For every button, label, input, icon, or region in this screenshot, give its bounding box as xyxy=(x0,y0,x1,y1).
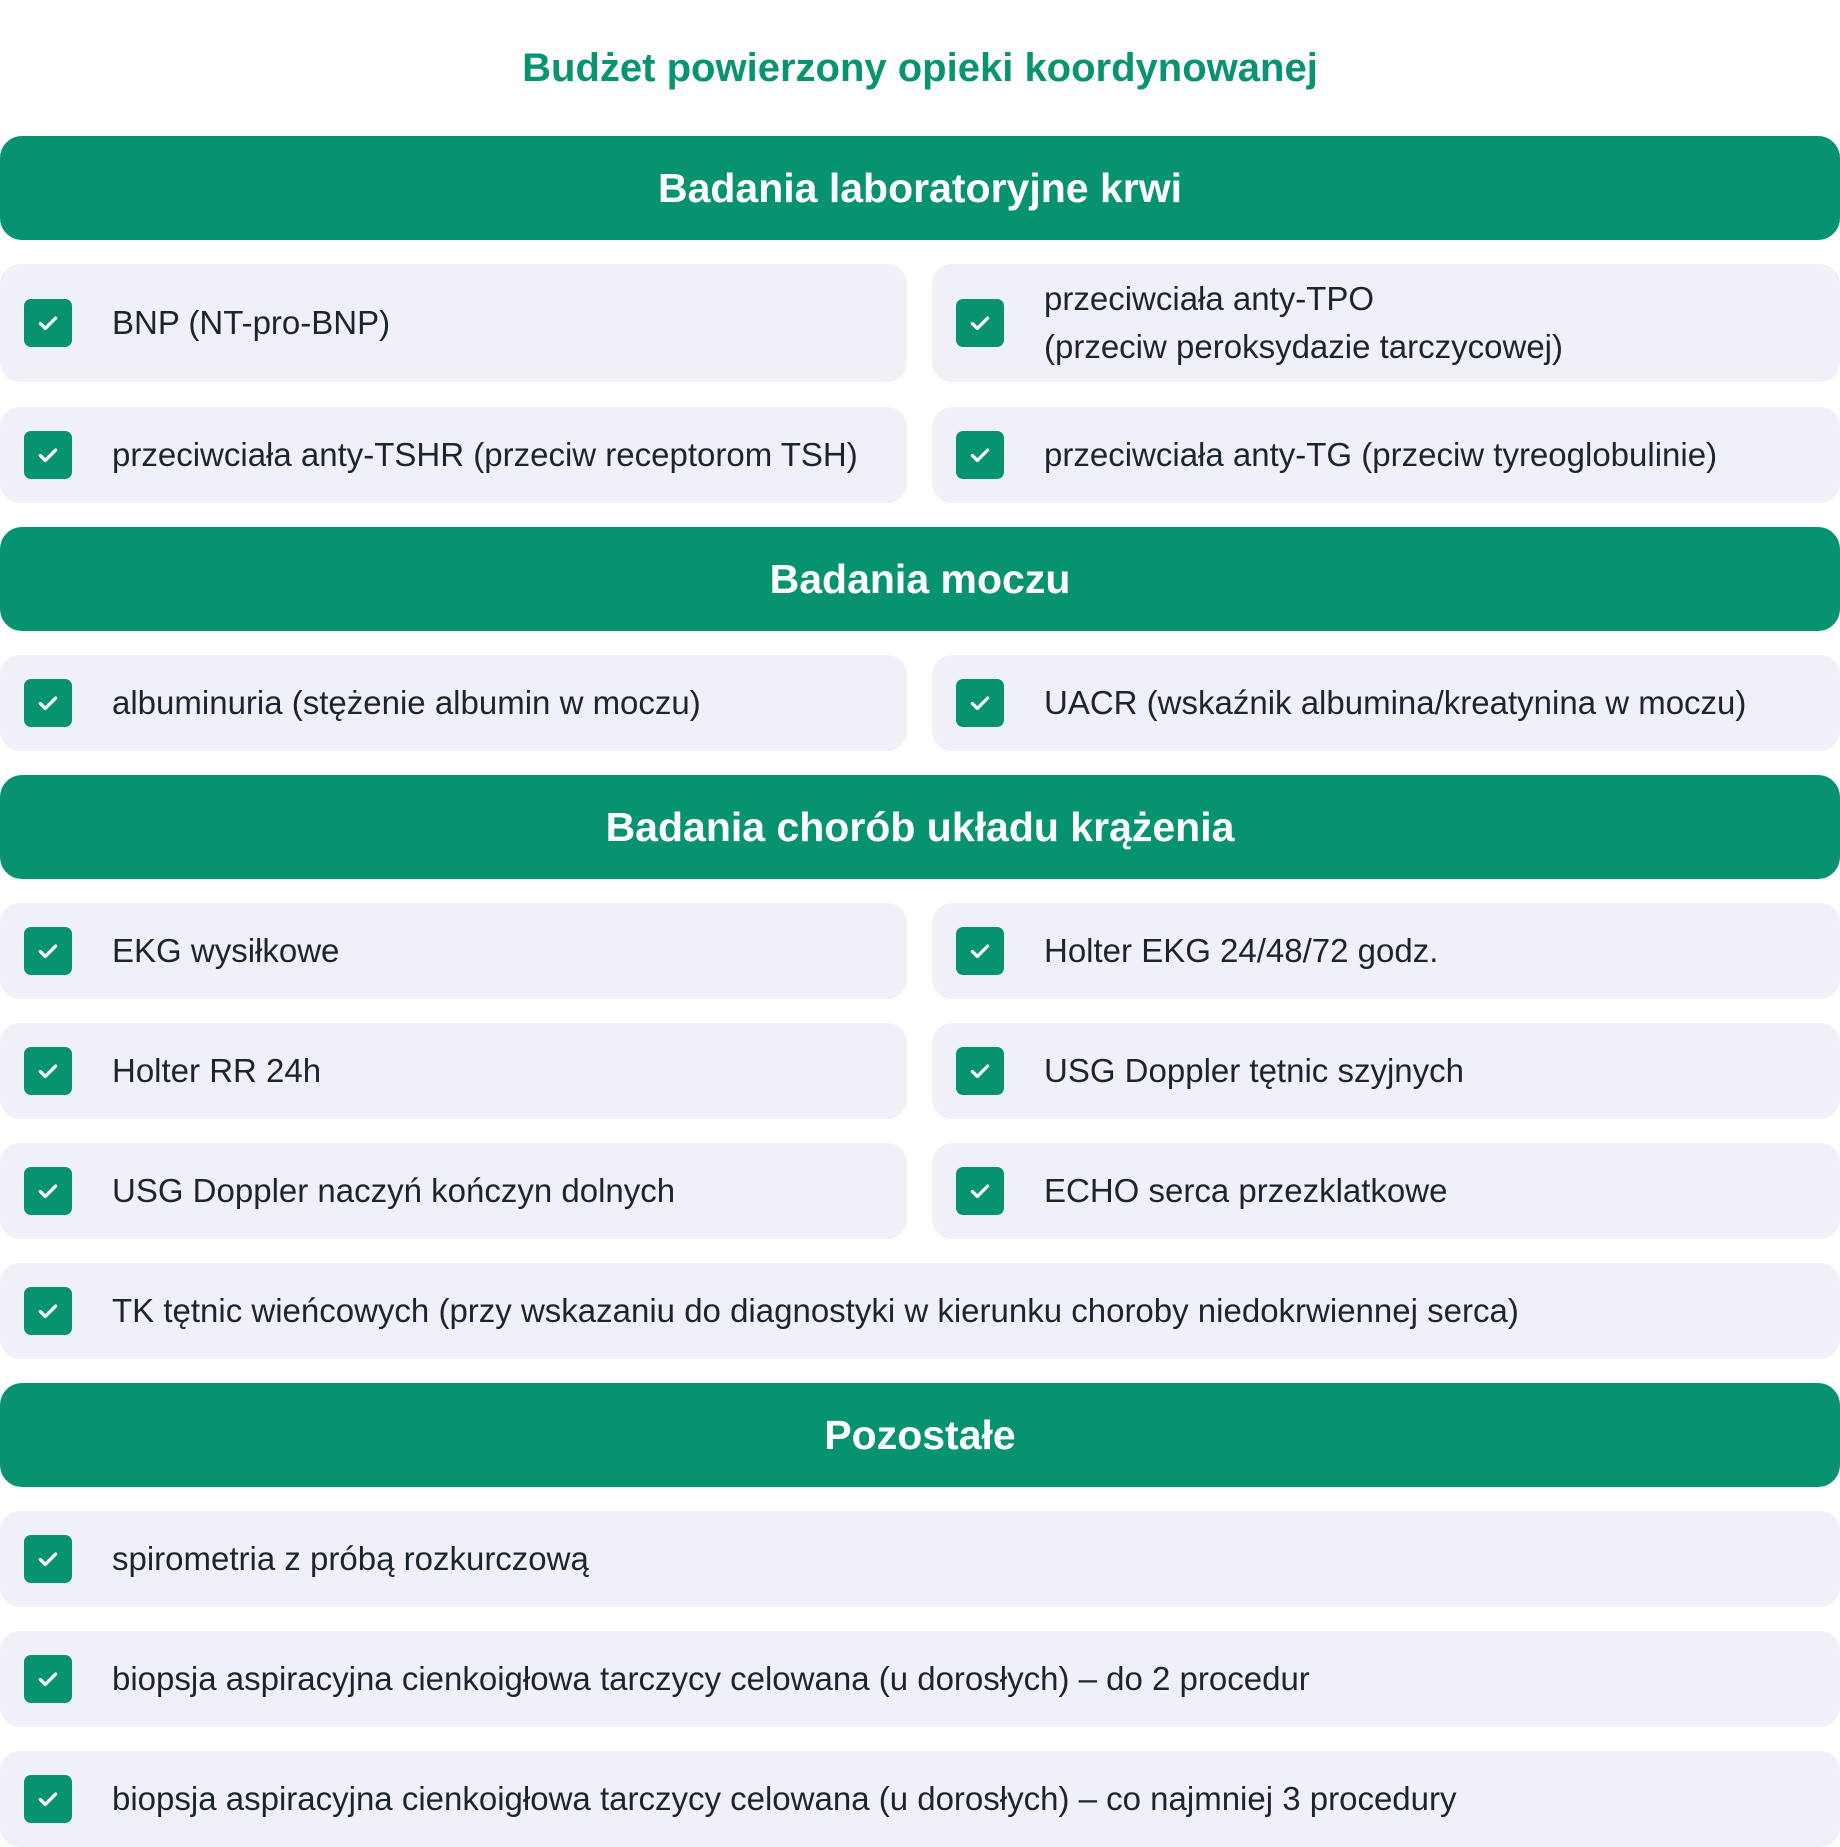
section-header-cardiovascular-tests: Badania chorób układu krążenia xyxy=(0,775,1840,879)
checklist-item xyxy=(0,1751,1840,1847)
check-icon xyxy=(956,927,1004,975)
check-icon xyxy=(24,679,72,727)
item-label: UACR (wskaźnik albumina/kreatynina w moczu) xyxy=(1044,684,1747,721)
item-label: biopsja aspiracyjna cienkoigłowa tarczycy celowana (u dorosłych) – do 2 procedur xyxy=(112,1660,1310,1697)
item-label: USG Doppler tętnic szyjnych xyxy=(1044,1052,1464,1089)
check-icon xyxy=(24,1287,72,1335)
checklist-item xyxy=(932,655,1840,751)
checklist-item xyxy=(932,264,1840,382)
check-icon xyxy=(24,1775,72,1823)
item-label-line: (przeciw peroksydazie tarczycowej) xyxy=(1044,328,1563,365)
check-icon xyxy=(956,431,1004,479)
checklist-item xyxy=(0,655,907,751)
item-label: BNP (NT-pro-BNP) xyxy=(112,304,391,341)
check-icon xyxy=(24,431,72,479)
item-label: spirometria z próbą rozkurczową xyxy=(112,1540,589,1577)
checklist-item xyxy=(0,264,907,382)
item-label xyxy=(1044,275,1824,371)
item-label: Holter RR 24h xyxy=(112,1052,322,1089)
item-label-line: przeciwciała anty-TPO xyxy=(1044,280,1375,317)
check-icon xyxy=(956,679,1004,727)
check-icon xyxy=(24,927,72,975)
item-label: Holter EKG 24/48/72 godz. xyxy=(1044,932,1439,969)
section-header-other: Pozostałe xyxy=(0,1383,1840,1487)
checklist-item xyxy=(0,1023,907,1119)
page-title: Budżet powierzony opieki koordynowanej xyxy=(522,46,1318,90)
item-label: przeciwciała anty-TG (przeciw tyreoglobulinie) xyxy=(1044,436,1718,473)
checklist-item xyxy=(0,407,907,503)
checklist-item xyxy=(932,1023,1840,1119)
item-label: ECHO serca przezklatkowe xyxy=(1044,1172,1448,1209)
check-icon xyxy=(24,1535,72,1583)
checklist-item xyxy=(0,1143,907,1239)
checklist-item xyxy=(932,407,1840,503)
check-icon xyxy=(24,1655,72,1703)
section-header-blood-tests: Badania laboratoryjne krwi xyxy=(0,136,1840,240)
checklist-item xyxy=(0,1511,1840,1607)
checklist-item xyxy=(0,1263,1840,1359)
check-icon xyxy=(24,1047,72,1095)
check-icon xyxy=(956,299,1004,347)
item-label: biopsja aspiracyjna cienkoigłowa tarczycy celowana (u dorosłych) – co najmniej 3 procedury xyxy=(112,1780,1457,1817)
section-header-urine-tests: Badania moczu xyxy=(0,527,1840,631)
check-icon xyxy=(956,1167,1004,1215)
check-icon xyxy=(24,1167,72,1215)
item-label: EKG wysiłkowe xyxy=(112,932,340,969)
item-label: USG Doppler naczyń kończyn dolnych xyxy=(112,1172,676,1209)
checklist-item xyxy=(932,1143,1840,1239)
item-label: albuminuria (stężenie albumin w moczu) xyxy=(112,684,701,721)
item-label: przeciwciała anty-TSHR (przeciw receptorom TSH) xyxy=(112,436,858,473)
checklist-item xyxy=(932,903,1840,999)
checklist-item xyxy=(0,1631,1840,1727)
check-icon xyxy=(956,1047,1004,1095)
check-icon xyxy=(24,299,72,347)
item-label: TK tętnic wieńcowych (przy wskazaniu do diagnostyki w kierunku choroby niedokrwiennej serca) xyxy=(112,1292,1519,1329)
checklist-item xyxy=(0,903,907,999)
